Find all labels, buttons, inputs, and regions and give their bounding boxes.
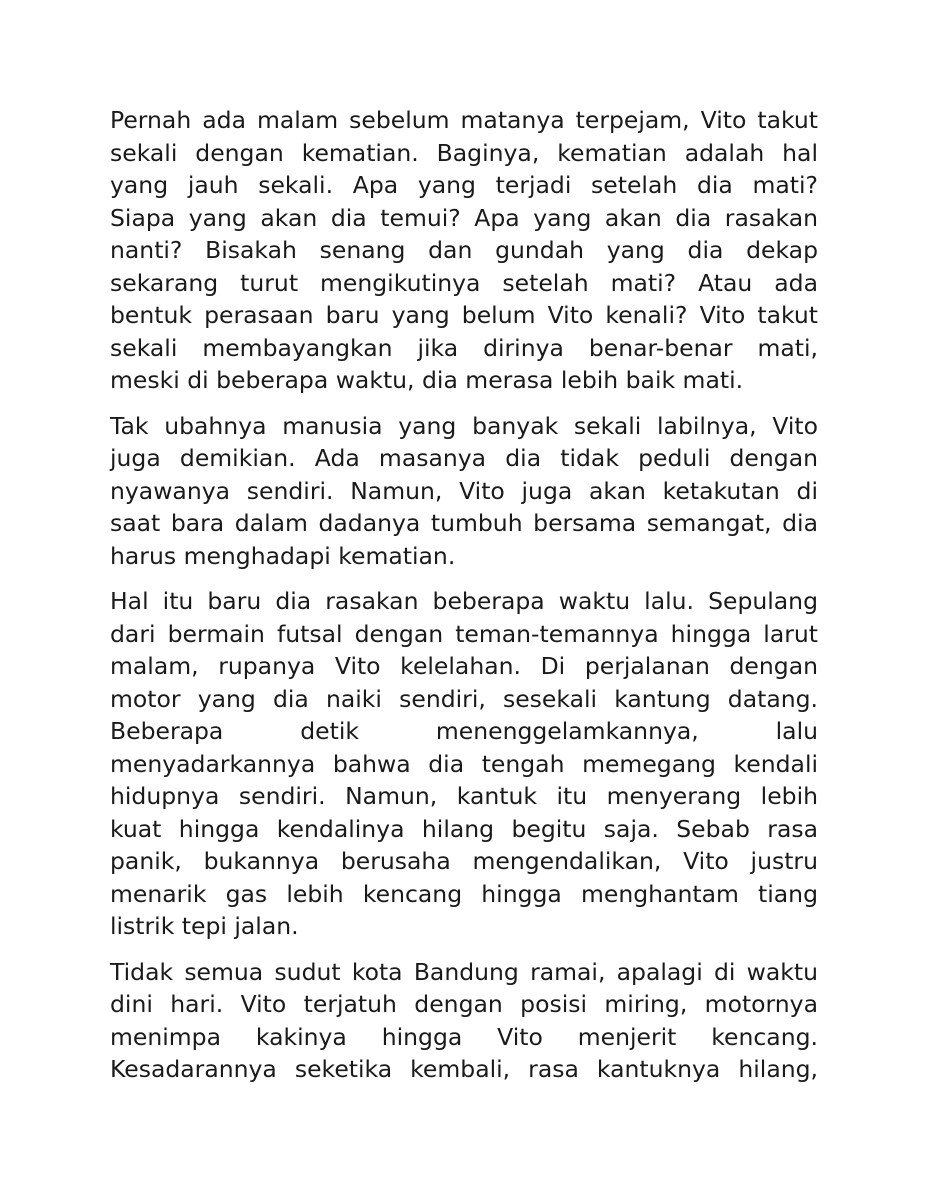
text-line: menarik gas lebih kencang hingga menghantam tiang xyxy=(110,879,818,908)
text-line: Kesadarannya seketika kembali, rasa kantuknya hilang, xyxy=(110,1055,818,1083)
text-line: saat bara dalam dadanya tumbuh bersama semangat, dia xyxy=(110,509,818,537)
paragraph-3 xyxy=(110,585,818,943)
text-line: dini hari. Vito terjatuh dengan posisi miring, motornya xyxy=(110,990,818,1018)
text-line: Tak ubahnya manusia yang banyak sekali labilnya, Vito xyxy=(110,411,818,440)
text-line: kuat hingga kendalinya hilang begitu saja. Sebab rasa xyxy=(110,814,818,843)
text-line: sekali dengan kematian. Baginya, kematian adalah hal xyxy=(110,138,818,167)
text-line: nanti? Bisakah senang dan gundah yang dia dekap xyxy=(110,236,818,264)
text-line: motor yang dia naiki sendiri, sesekali kantung datang. xyxy=(110,684,818,713)
paragraph-2 xyxy=(110,410,818,573)
text-line: menimpa kakinya hingga Vito menjerit kencang. xyxy=(110,1022,818,1051)
text-line: Beberapa detik menenggelamkannya, lalu xyxy=(110,717,818,745)
document-body xyxy=(110,104,818,1099)
text-line: juga demikian. Ada masanya dia tidak peduli dengan xyxy=(110,444,818,472)
text-line: dari bermain futsal dengan teman-temannya hingga larut xyxy=(110,619,818,648)
text-line: Hal itu baru dia rasakan beberapa waktu lalu. Sepulang xyxy=(110,587,818,615)
text-line: sekali membayangkan jika dirinya benar-benar mati, xyxy=(110,333,818,362)
text-line: malam, rupanya Vito kelelahan. Di perjalanan dengan xyxy=(110,652,818,680)
text-line: listrik tepi jalan. xyxy=(110,912,299,940)
text-line: bentuk perasaan baru yang belum Vito kenali? Vito takut xyxy=(110,301,818,329)
text-line: yang jauh sekali. Apa yang terjadi setelah dia mati? xyxy=(110,171,818,199)
paragraph-4 xyxy=(110,956,818,1086)
text-line: hidupnya sendiri. Namun, kantuk itu menyerang lebih xyxy=(110,782,818,810)
text-line: Tidak semua sudut kota Bandung ramai, apalagi di waktu xyxy=(110,957,818,986)
text-line: harus menghadapi kematian. xyxy=(110,541,456,570)
text-line: panik, bukannya berusaha mengendalikan, Vito justru xyxy=(110,847,818,875)
text-line: meski di beberapa waktu, dia merasa lebih baik mati. xyxy=(110,366,744,394)
text-line: Pernah ada malam sebelum matanya terpejam, Vito takut xyxy=(110,106,818,134)
paragraph-1 xyxy=(110,104,818,397)
text-line: Siapa yang akan dia temui? Apa yang akan dia rasakan xyxy=(110,203,818,232)
text-line: menyadarkannya bahwa dia tengah memegang kendali xyxy=(110,749,818,778)
text-line: nyawanya sendiri. Namun, Vito juga akan ketakutan di xyxy=(110,476,818,505)
text-line: sekarang turut mengikutinya setelah mati? Atau ada xyxy=(110,268,818,297)
